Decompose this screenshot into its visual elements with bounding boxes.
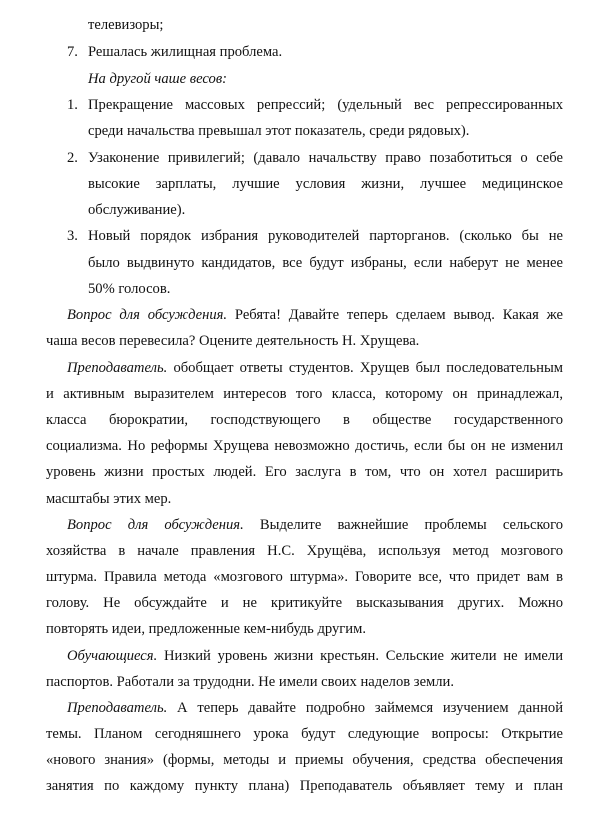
list-item-2: Узаконение привилегий; (давало начальству право позаботиться о себе [88, 150, 563, 166]
list-item-1: Прекращение массовых репрессий; (удельный вес репрессированных [88, 97, 563, 113]
paragraph-teacher-2 [67, 699, 563, 717]
paragraph-line: хозяйства в начале правления Н.С. Хрущёва, используя метод мозгового [46, 543, 563, 559]
list-number: 7. [67, 44, 78, 60]
paragraph-question-1 [67, 306, 563, 324]
paragraph-line: паспортов. Работали за трудодни. Не имели своих наделов земли. [46, 674, 455, 690]
list-number: 1. [67, 97, 78, 113]
label-italic: Вопрос для обсуждения. [67, 307, 228, 323]
paragraph-line: класса бюрократии, господствующего в обществе государственного [46, 412, 563, 428]
list-item-3: Новый порядок избрания руководителей парторганов. (сколько бы не [88, 228, 563, 244]
paragraph-question-2 [67, 516, 563, 534]
paragraph-text: Выделите важнейшие проблемы сельского [243, 517, 564, 533]
list-item-3-cont: 50% голосов. [88, 281, 171, 297]
paragraph-line: уровень жизни простых людей. Его заслуга в том, что он хотел расширить [46, 464, 563, 480]
label-italic: Вопрос для обсуждения. [67, 517, 244, 533]
paragraph-line: повторять идеи, предложенные кем-нибудь другим. [46, 621, 366, 637]
paragraph-text: Низкий уровень жизни крестьян. Сельские жители не имели [157, 648, 563, 664]
paragraph-text: А теперь давайте подробно займемся изучением данной [167, 700, 563, 716]
list-item-1-cont: среди начальства превышал этот показатель, среди рядовых). [88, 123, 470, 139]
paragraph-teacher-1 [67, 359, 563, 377]
list-item-2-cont: обслуживание). [88, 202, 186, 218]
paragraph-text: обобщает ответы студентов. Хрущев был последовательным [167, 360, 563, 376]
paragraph-text: Ребята! Давайте теперь сделаем вывод. Какая же [227, 307, 563, 323]
paragraph-line: и активным выразителем интересов того класса, которому он принадлежал, [46, 386, 563, 402]
list-item-7: Решалась жилищная проблема. [88, 44, 283, 60]
label-italic: Преподаватель. [67, 700, 168, 716]
paragraph-line: голову. Не обсуждайте и не критикуйте высказывания других. Можно [46, 595, 563, 611]
label-italic: Преподаватель. [67, 360, 168, 376]
list-item-2-cont: высокие зарплаты, лучшие условия жизни, лучшее медицинское [88, 176, 563, 192]
label-italic: Обучающиеся. [67, 648, 158, 664]
list-continuation: телевизоры; [88, 17, 164, 33]
paragraph-line: чаша весов перевесила? Оцените деятельность Н. Хрущева. [46, 333, 420, 349]
list-number: 2. [67, 150, 78, 166]
paragraph-line: темы. Планом сегодняшнего урока будут следующие вопросы: Открытие [46, 726, 563, 742]
paragraph-line: «нового знания» (формы, методы и приемы обучения, средства обеспечения [46, 752, 563, 768]
paragraph-students [67, 647, 563, 665]
paragraph-line: масштабы этих мер. [46, 491, 172, 507]
subheading: На другой чаше весов: [88, 71, 228, 87]
paragraph-line: штурма. Правила метода «мозгового штурма». Говорите все, что придет вам в [46, 569, 563, 585]
list-number: 3. [67, 228, 78, 244]
paragraph-line: социализма. Но реформы Хрущева невозможно достичь, если бы он не изменил [46, 438, 563, 454]
paragraph-line: занятия по каждому пункту плана) Преподаватель объявляет тему и план [46, 778, 563, 794]
list-item-3-cont: было выдвинуто кандидатов, все будут избраны, если наберут не менее [88, 255, 563, 271]
